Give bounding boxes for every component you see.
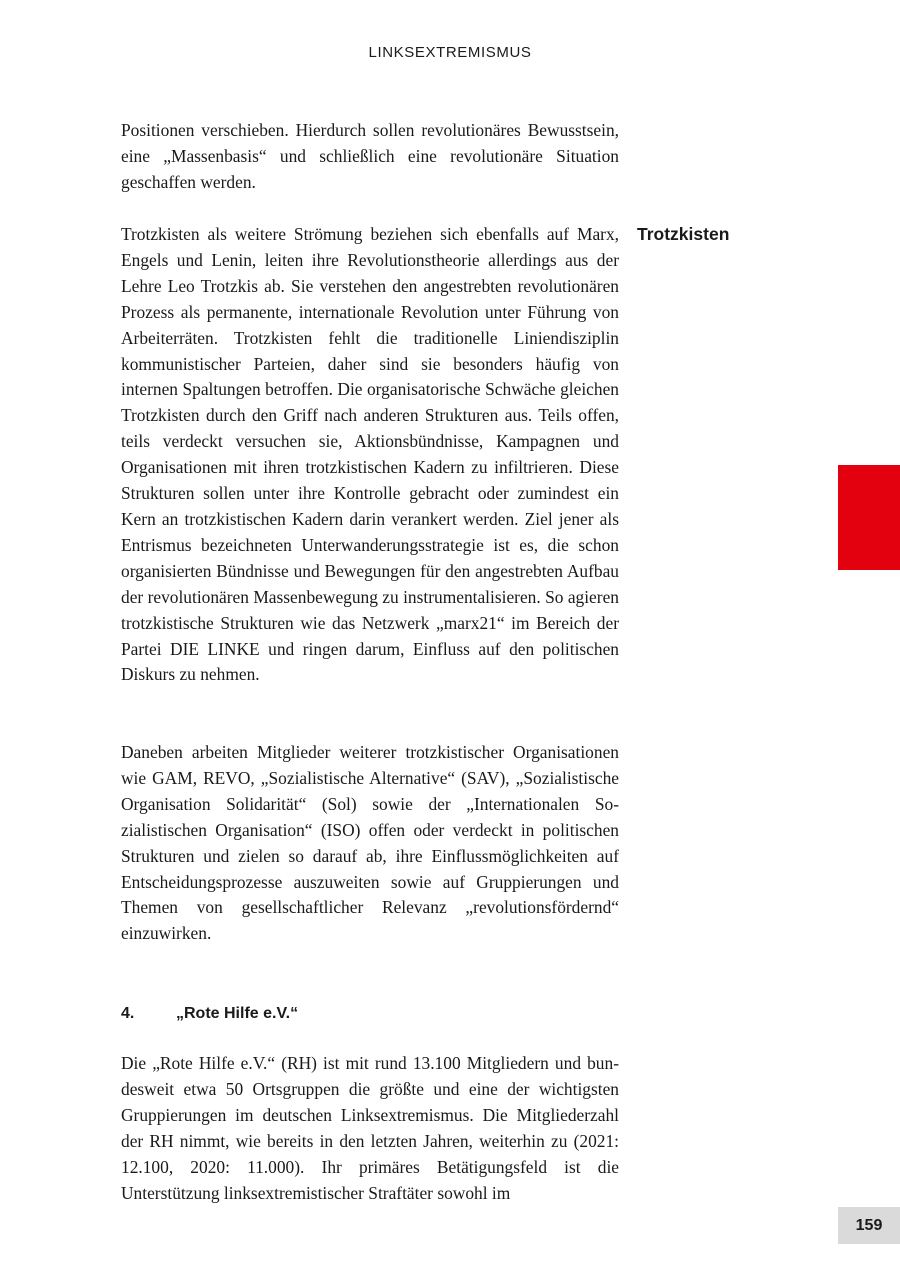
running-header: LINKSEXTREMISMUS [368,44,532,61]
paragraph-intro [121,118,619,196]
margin-note-trotzkisten: Trotzkisten [637,224,730,244]
paragraph-text: Daneben arbeiten Mitglieder weiterer trotzkistischer Organisationen wie GAM, REVO, „Sozialistische Alternative“ (SAV), „Sozialistische Organisation Solidarität“ (Sol) sowie der „Internationalen Sozialistischen Organisation“ (ISO) offen oder verdeckt in politischen Strukturen und zielen so darauf ab, ihre Einflussmöglichkeiten auf Entscheidungsprozesse auszuweiten sowie auf Gruppierungen und Themen von gesellschaftlicher Relevanz „revolutionsfördernd“ einzuwirken. [121,742,619,944]
paragraph-text: Trotzkisten als weitere Strömung beziehen sich ebenfalls auf Marx, Engels und Lenin, leiten ihre Revolutionstheorie allerdings aus der Lehre Leo Trotzkis ab. Sie verstehen den angestrebten revolutionären Prozess als permanente, internationale Revolution unter Führung von Arbeiterräten. Trotzkisten fehlt die traditionelle Liniendisziplin kommunistischer Parteien, daher sind sie besonders häufig von internen Spaltungen betroffen. Die organisatorische Schwäche gleichen Trotzkisten durch den Griff nach anderen Strukturen aus. Teils offen, teils verdeckt versuchen sie, Aktionsbündnisse, Kampagnen und Organisationen mit ihren trotzkistischen Kadern zu infiltrieren. Diese Strukturen sollen unter ihre Kontrolle gebracht oder zumindest ein Kern an trotzkistischen Kadern darin verankert werden. Ziel jener als Entrismus bezeichneten Unterwanderungsstrategie ist es, die schon organisierten Bündnisse und Bewegungen für den angestrebten Aufbau der revolutionären Massenbewegung zu instrumentalisieren. So agieren trotzkistische Strukturen wie das Netzwerk „marx21“ im Bereich der Partei DIE LINKE und ringen darum, Einfluss auf den politischen Diskurs zu nehmen. [121,224,619,685]
paragraph-trotzkisten [121,222,619,688]
section-number: 4. [121,1005,135,1022]
section-title: „Rote Hilfe e.V.“ [176,1005,299,1022]
chapter-tab-marker [838,465,900,570]
paragraph-text: Positionen verschieben. Hierdurch sollen revolutionäres Bewusstsein, eine „Massenbasis“ und schließlich eine revolutionäre Situation geschaffen werden. [121,120,619,192]
page-number: 159 [838,1207,900,1244]
paragraph-text: Die „Rote Hilfe e.V.“ (RH) ist mit rund 13.100 Mitgliedern und bundesweit etwa 50 Ortsgruppen die größte und eine der wichtigsten Gruppierungen im deutschen Linksextremismus. Die Mitgliederzahl der RH nimmt, wie bereits in den letzten Jahren, weiterhin zu (2021: 12.100, 2020: 11.000). Ihr primäres Betätigungsfeld ist die Unterstützung linksextremistischer Straftäter sowohl im [121,1053,619,1203]
paragraph-organisationen [121,740,619,947]
paragraph-rote-hilfe [121,1051,619,1206]
